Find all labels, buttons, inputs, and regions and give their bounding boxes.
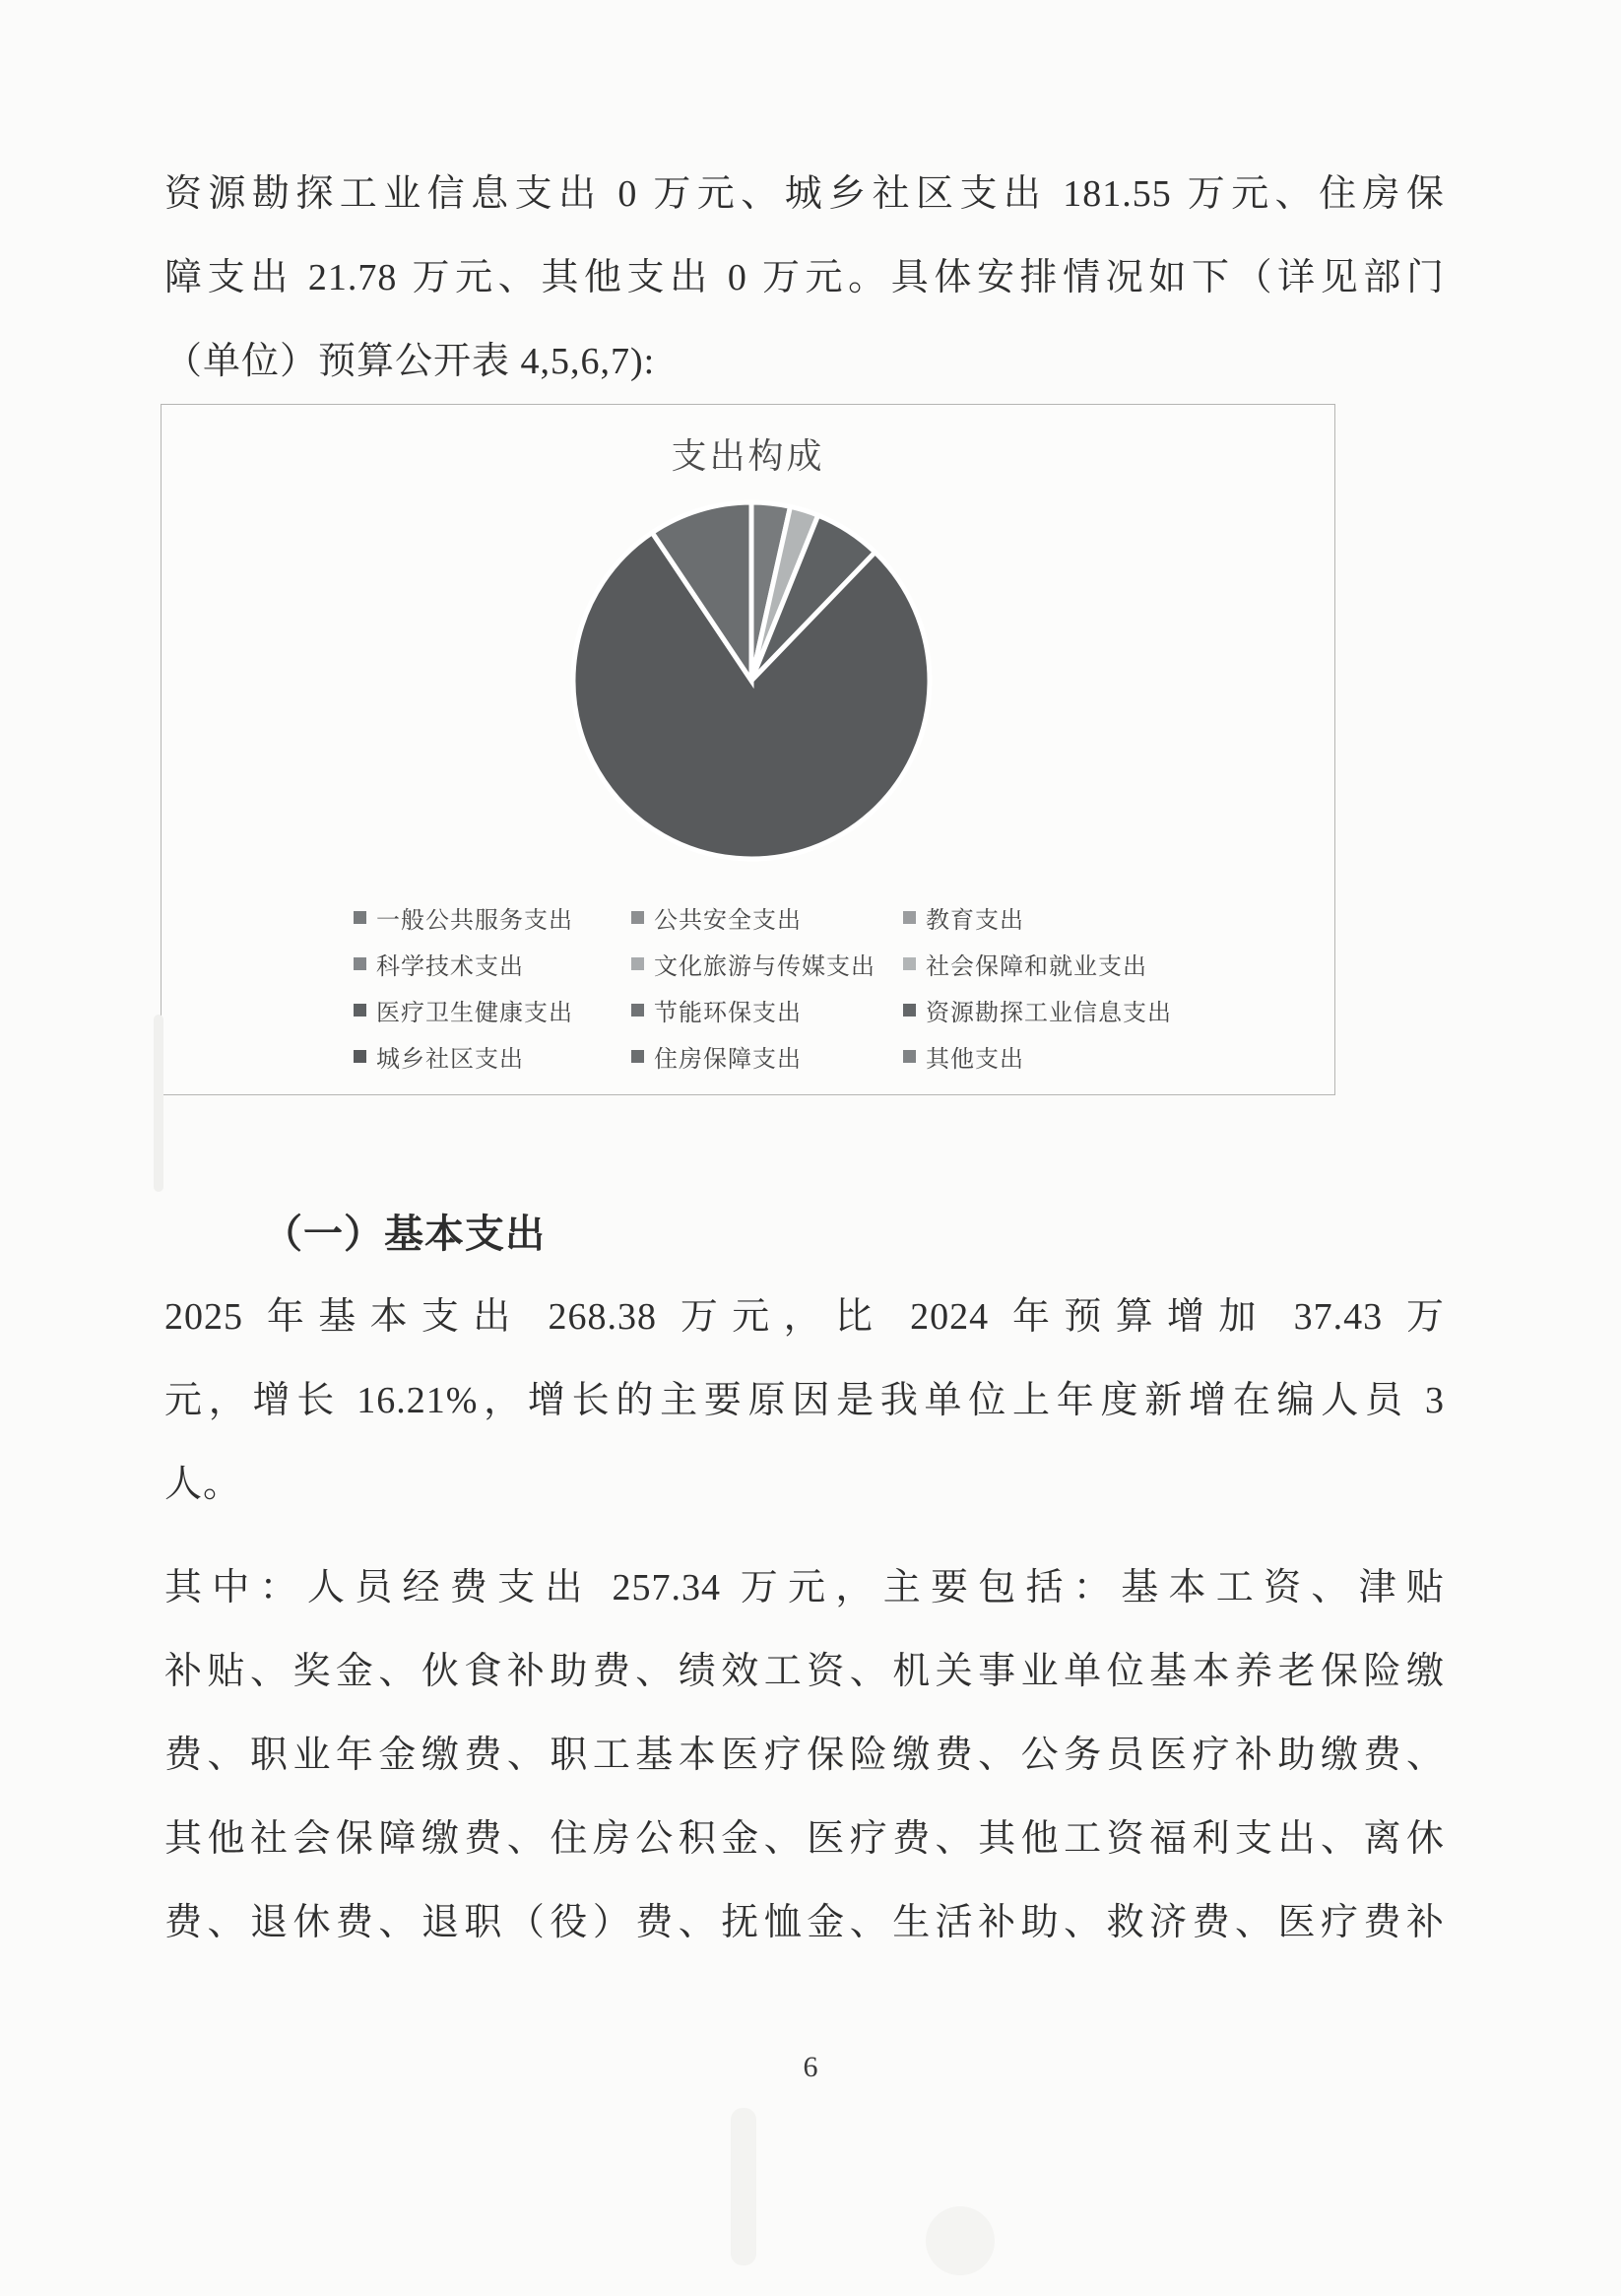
scan-artifact — [731, 2108, 756, 2265]
text-line: 障支出 21.78 万元、其他支出 0 万元。具体安排情况如下（详见部门 — [164, 257, 1445, 298]
text-line: 费、退休费、退职（役）费、抚恤金、生活补助、救济费、医疗费补 — [164, 1902, 1445, 1943]
expenditure-pie-chart-panel — [161, 404, 1335, 1095]
text-line: 费、职业年金缴费、职工基本医疗保险缴费、公务员医疗补助缴费、 — [164, 1735, 1445, 1776]
text-line: 人。 — [164, 1464, 242, 1505]
legend-label: 资源勘探工业信息支出 — [926, 1001, 1172, 1026]
legend-label: 节能环保支出 — [654, 1001, 802, 1026]
page-number: 6 — [803, 2051, 818, 2083]
legend-item — [354, 894, 631, 941]
legend-item — [631, 987, 903, 1033]
legend-label: 教育支出 — [926, 908, 1024, 934]
legend-label: 社会保障和就业支出 — [926, 954, 1147, 980]
text-line: 资源勘探工业信息支出 0 万元、城乡社区支出 181.55 万元、住房保 — [164, 173, 1445, 215]
chart-title: 支出构成 — [671, 436, 825, 476]
paragraph-basic-expenditure — [164, 1276, 1445, 1527]
legend-marker-icon — [354, 1004, 366, 1017]
chart-legend — [162, 894, 1334, 1080]
legend-marker-icon — [354, 957, 366, 970]
legend-marker-icon — [903, 957, 916, 970]
legend-item — [631, 1033, 903, 1080]
text-line: （单位）预算公开表 4,5,6,7): — [164, 341, 656, 382]
legend-marker-icon — [631, 957, 644, 970]
paragraph-personnel-expenditure — [164, 1546, 1445, 1965]
text-line: 元，增长 16.21%，增长的主要原因是我单位上年度新增在编人员 3 — [164, 1380, 1445, 1421]
legend-item — [903, 1033, 1334, 1080]
legend-item — [631, 941, 903, 987]
legend-label: 科学技术支出 — [376, 954, 524, 980]
legend-marker-icon — [354, 1050, 366, 1063]
legend-marker-icon — [631, 1004, 644, 1017]
pie-chart — [569, 498, 934, 863]
legend-label: 其他支出 — [926, 1047, 1024, 1073]
paragraph-expenditure-summary — [164, 153, 1445, 404]
text-line: 补贴、奖金、伙食补助费、绩效工资、机关事业单位基本养老保险缴 — [164, 1651, 1445, 1692]
legend-marker-icon — [903, 1050, 916, 1063]
text-line: 其他社会保障缴费、住房公积金、医疗费、其他工资福利支出、离休 — [164, 1818, 1445, 1860]
legend-label: 公共安全支出 — [654, 908, 802, 934]
legend-label: 住房保障支出 — [654, 1047, 802, 1073]
legend-item — [903, 894, 1334, 941]
legend-item — [354, 1033, 631, 1080]
legend-label: 医疗卫生健康支出 — [376, 1001, 573, 1026]
legend-item — [903, 941, 1334, 987]
legend-marker-icon — [631, 911, 644, 924]
legend-marker-icon — [631, 1050, 644, 1063]
legend-marker-icon — [354, 911, 366, 924]
text-line: 其中：人员经费支出 257.34 万元，主要包括：基本工资、津贴 — [164, 1567, 1445, 1608]
legend-label: 文化旅游与传媒支出 — [654, 954, 875, 980]
legend-label: 城乡社区支出 — [376, 1047, 524, 1073]
section-heading-basic-expenditure: （一）基本支出 — [263, 1212, 546, 1256]
legend-label: 一般公共服务支出 — [376, 908, 573, 934]
text-line: 2025 年基本支出 268.38 万元，比 2024 年预算增加 37.43 万 — [164, 1296, 1445, 1338]
legend-item — [354, 987, 631, 1033]
legend-item — [903, 987, 1334, 1033]
legend-item — [631, 894, 903, 941]
legend-item — [354, 941, 631, 987]
legend-marker-icon — [903, 1004, 916, 1017]
scan-artifact — [926, 2206, 995, 2275]
legend-marker-icon — [903, 911, 916, 924]
